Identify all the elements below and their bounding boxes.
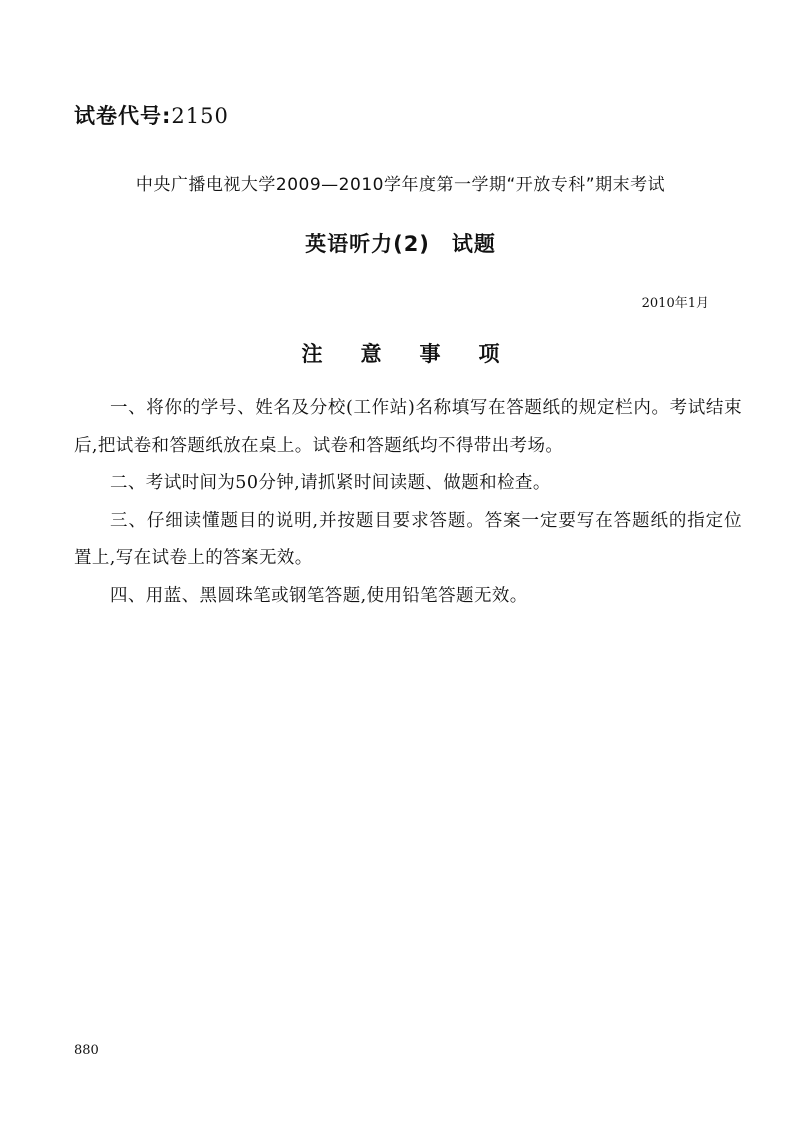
exam-title-main: 英语听力(2) xyxy=(305,232,430,256)
paper-code xyxy=(74,100,229,130)
page-number: 880 xyxy=(74,1043,99,1058)
university-exam-line: 中央广播电视大学2009—2010学年度第一学期“开放专科”期末考试 xyxy=(135,175,666,195)
notice-item: 二、考试时间为50分钟,请抓紧时间读题、做题和检查。 xyxy=(110,473,551,493)
notice-item: 三、仔细读懂题目的说明,并按题目要求答题。答案一定要写在答题纸的指定位置上,写在试卷上的答案无效。 xyxy=(74,510,742,568)
notice-heading: 注意事项 xyxy=(301,342,538,366)
paper-code-value: 2150 xyxy=(171,104,229,128)
exam-title xyxy=(0,228,801,258)
notice-list xyxy=(74,390,742,615)
paper-code-label: 试卷代号: xyxy=(74,104,172,128)
notice-item: 一、将你的学号、姓名及分校(工作站)名称填写在答题纸的规定栏内。考试结束后,把试卷和答题纸放在桌上。试卷和答题纸均不得带出考场。 xyxy=(74,398,742,456)
exam-date: 2010年1月 xyxy=(641,296,709,311)
notice-item: 四、用蓝、黑圆珠笔或钢笔答题,使用铅笔答题无效。 xyxy=(110,585,528,606)
exam-title-suffix: 试题 xyxy=(451,232,496,256)
